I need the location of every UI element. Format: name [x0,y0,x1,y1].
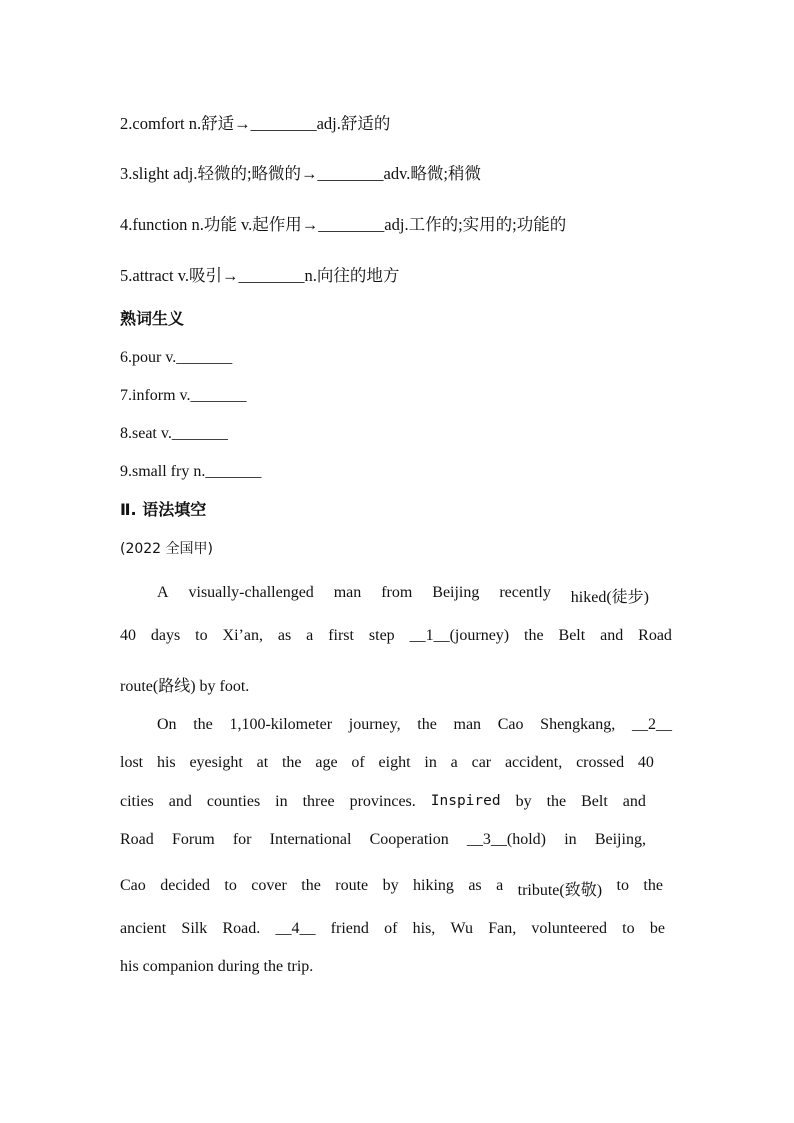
passage-word: the [643,877,663,894]
passage-word: of [384,920,398,937]
section-heading-grammar: Ⅱ. 语法填空 [120,500,207,519]
familiar-item-seat: 8.seat v._______ [120,425,228,442]
familiar-item-inform: 7.inform v._______ [120,387,247,404]
passage-word: as [277,627,292,644]
passage-word: car [471,754,492,771]
passage-word: Cao [497,716,524,733]
passage-word: 1,100-kilometer [229,716,333,733]
passage-word: a [496,877,504,894]
passage-word: Road [120,831,154,848]
passage-word: for [232,831,252,848]
passage-word: __3__(hold) [466,831,546,848]
justified-line [120,754,654,772]
passage-word: in [564,831,577,848]
passage-word: and [622,793,646,810]
passage-word: step [368,627,395,644]
passage-word: a [450,754,458,771]
passage-word: in [275,793,288,810]
section-heading-familiar-words: 熟词生义 [120,309,185,328]
justified-line [120,627,672,645]
passage-word: Forum [171,831,215,848]
justified-line [157,584,649,607]
passage-word: Road. [222,920,261,937]
passage-word: volunteered [531,920,607,937]
passage-word: ancient [120,920,167,937]
passage-word: 40 [120,627,136,644]
passage-word: hiking [413,877,454,894]
justified-line [120,877,663,900]
justified-line-mixed [120,793,646,811]
passage-word: Wu [450,920,473,937]
passage-word: the [524,627,544,644]
passage-word: his, [412,920,436,937]
familiar-item-pour: 6.pour v._______ [120,349,233,366]
passage-word: recently [499,584,551,601]
passage-word: 40 [637,754,654,771]
justified-line [120,920,665,938]
passage-word: the [417,716,437,733]
passage-word: the [281,754,302,771]
passage-word: lost [120,754,144,771]
passage-word: by [515,793,532,810]
passage-word: be [649,920,665,937]
passage-word: to [195,627,208,644]
vocab-item-comfort: 2.comfort n.舒适→________adj.舒适的 [120,114,391,133]
passage-word: his [156,754,176,771]
passage-word: route [335,877,369,894]
passage-word: man [453,716,482,733]
passage-word: accident, [504,754,563,771]
passage-word: of [351,754,365,771]
passage-word: and [600,627,624,644]
passage-word: to [622,920,635,937]
passage-word: the [301,877,321,894]
passage-p2-line5 [120,877,663,900]
passage-word: hiked(徒步) [570,589,649,606]
passage-word: and [168,793,192,810]
justified-line [157,716,672,734]
passage-word: to [224,877,237,894]
passage-word: counties [206,793,261,810]
passage-word: the [546,793,567,810]
vocab-item-attract: 5.attract v.吸引→________n.向往的地方 [120,266,400,285]
passage-word: Beijing, [594,831,646,848]
passage-word: age [315,754,338,771]
passage-p1-line1 [157,584,649,607]
passage-word: cover [251,877,287,894]
passage-word: __1__(journey) [409,627,510,644]
passage-word: Road [638,627,672,644]
passage-word: Beijing [432,584,480,601]
passage-word: eight [378,754,411,771]
justified-line [120,831,646,849]
passage-word: Cooperation [369,831,449,848]
passage-word: friend [330,920,369,937]
passage-word: from [381,584,413,601]
passage-word: by [382,877,399,894]
passage-word: On [157,716,177,733]
passage-word: Belt [558,627,586,644]
passage-word: crossed [576,754,625,771]
passage-p2-line2 [120,754,654,772]
passage-word: International [269,831,352,848]
passage-word: Silk [181,920,208,937]
passage-word: visually-challenged [188,584,314,601]
source-label: (2022 全国甲) [120,541,214,557]
passage-p1-line2 [120,627,672,645]
passage-word: eyesight [189,754,243,771]
passage-word: cities [120,793,154,810]
passage-p2-line1 [157,716,672,734]
vocab-item-function: 4.function n.功能 v.起作用→________adj.工作的;实用的;功能的 [120,215,567,234]
passage-p2-line6 [120,920,665,938]
passage-word: as [468,877,482,894]
passage-word: a [306,627,314,644]
passage-word: journey, [348,716,401,733]
passage-word: Belt [581,793,608,810]
familiar-item-small-fry: 9.small fry n._______ [120,463,262,480]
passage-word: Shengkang, [540,716,616,733]
passage-p2-line7: his companion during the trip. [120,958,314,975]
passage-p2-line4 [120,831,646,849]
passage-word: days [150,627,181,644]
word-inspired: Inspired [430,793,501,809]
passage-word: A [157,584,169,601]
passage-word: provinces. [349,793,416,810]
passage-word: in [424,754,437,771]
passage-word: man [333,584,362,601]
passage-word: Xi’an, [222,627,263,644]
passage-p1-line3: route(路线) by foot. [120,678,250,695]
passage-word: to [616,877,629,894]
passage-word: decided [160,877,210,894]
passage-word: tribute(致敬) [517,882,603,899]
passage-word: three [302,793,335,810]
passage-word: the [193,716,213,733]
passage-word: __2__ [631,716,672,733]
passage-p2-line3 [120,793,646,811]
passage-word: Fan, [488,920,517,937]
passage-word: first [328,627,354,644]
passage-word: __4__ [275,920,316,937]
vocab-item-slight: 3.slight adj.轻微的;略微的→________adv.略微;稍微 [120,164,482,183]
passage-word: Cao [120,877,146,894]
passage-word: at [256,754,269,771]
